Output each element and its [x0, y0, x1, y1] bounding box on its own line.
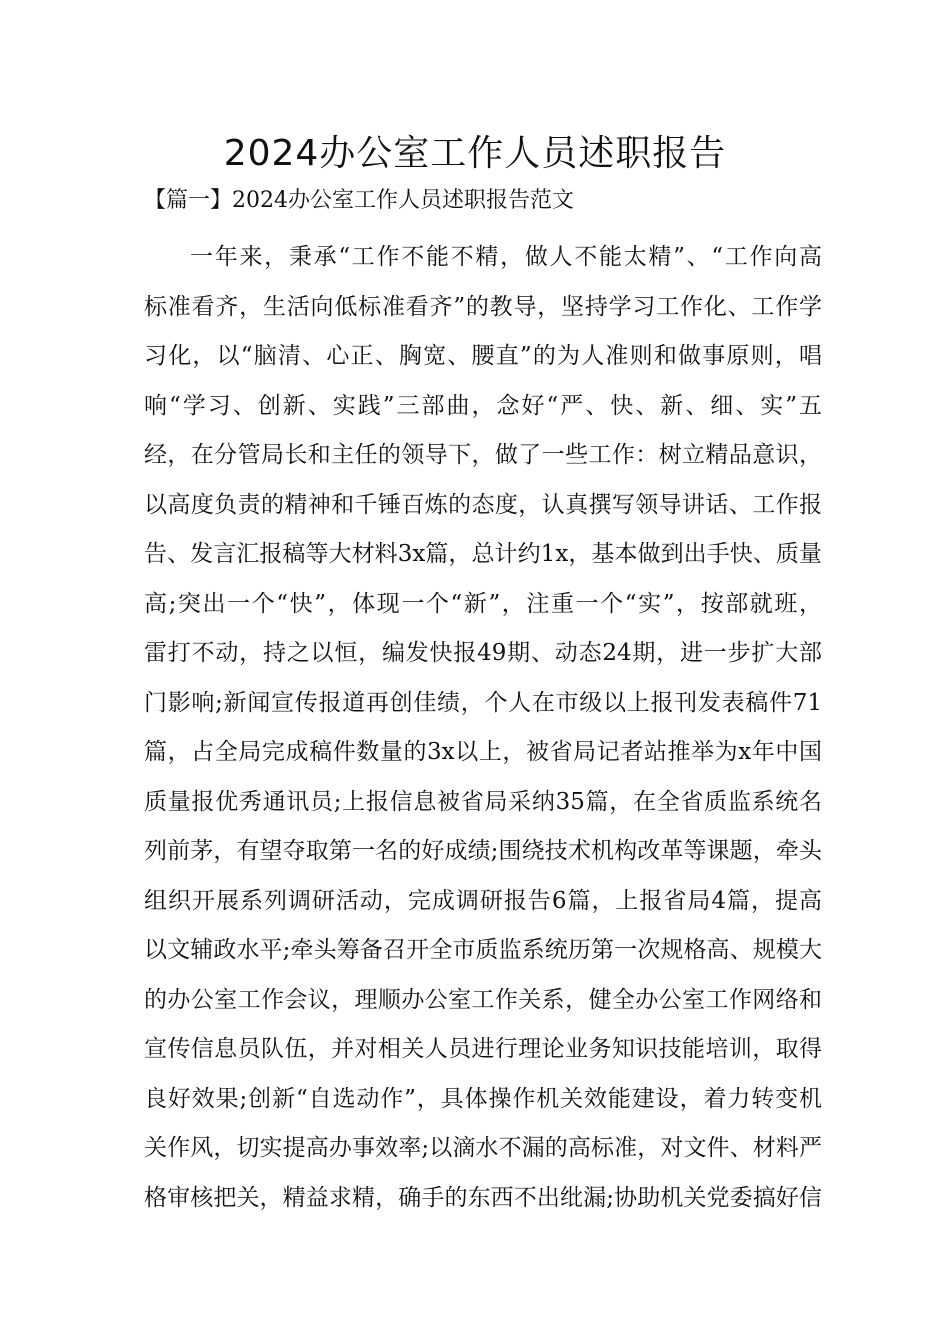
body-line: 关作风，切实提高办事效率;以滴水不漏的高标准，对文件、材料严 [144, 1135, 822, 1161]
body-line: 篇，占全局完成稿件数量的3x以上，被省局记者站推举为x年中国 [144, 739, 822, 765]
section-heading: 【篇一】2024办公室工作人员述职报告范文 [144, 188, 574, 213]
body-line: 响“学习、创新、实践”三部曲，念好“严、快、新、细、实”五 [144, 392, 822, 419]
body-line: 质量报优秀通讯员;上报信息被省局采纳35篇，在全省质监系统名 [144, 788, 822, 815]
body-line: 习化，以“脑清、心正、胸宽、腰直”的为人准则和做事原则，唱 [144, 343, 822, 369]
body-line: 高;突出一个“快”，体现一个“新”，注重一个“实”，按部就班， [144, 590, 822, 617]
body-line: 良好效果;创新“自选动作”，具体操作机关效能建设，着力转变机 [144, 1085, 822, 1112]
document-title: 2024办公室工作人员述职报告 [223, 133, 727, 174]
body-line: 以高度负责的精神和千锤百炼的态度，认真撰写领导讲话、工作报 [144, 491, 822, 518]
body-line: 组织开展系列调研活动，完成调研报告6篇，上报省局4篇，提高 [144, 887, 822, 914]
body-line: 格审核把关，精益求精，确手的东西不出纰漏;协助机关党委搞好信 [144, 1184, 822, 1211]
body-line: 列前茅，有望夺取第一名的好成绩;围绕技术机构改革等课题，牵头 [144, 838, 822, 864]
body-line: 以文辅政水平;牵头筹备召开全市质监系统历第一次规格高、规模大 [144, 937, 822, 963]
body-line: 标准看齐，生活向低标准看齐”的教导，坚持学习工作化、工作学 [144, 293, 822, 320]
body-line: 告、发言汇报稿等大材料3x篇，总计约1x，基本做到出手快、质量 [144, 541, 822, 567]
body-line: 一年来，秉承“工作不能不精，做人不能太精”、“工作向高 [190, 244, 822, 270]
body-line: 的办公室工作会议，理顺办公室工作关系，健全办公室工作网络和 [144, 986, 822, 1013]
body-paragraph [144, 233, 822, 1223]
body-line: 经，在分管局长和主任的领导下，做了一些工作：树立精品意识， [144, 442, 822, 468]
body-line: 宣传信息员队伍，并对相关人员进行理论业务知识技能培训，取得 [144, 1036, 822, 1062]
body-line: 雷打不动，持之以恒，编发快报49期、动态24期，进一步扩大部 [144, 640, 822, 666]
body-line: 门影响;新闻宣传报道再创佳绩，个人在市级以上报刊发表稿件71 [144, 689, 822, 716]
